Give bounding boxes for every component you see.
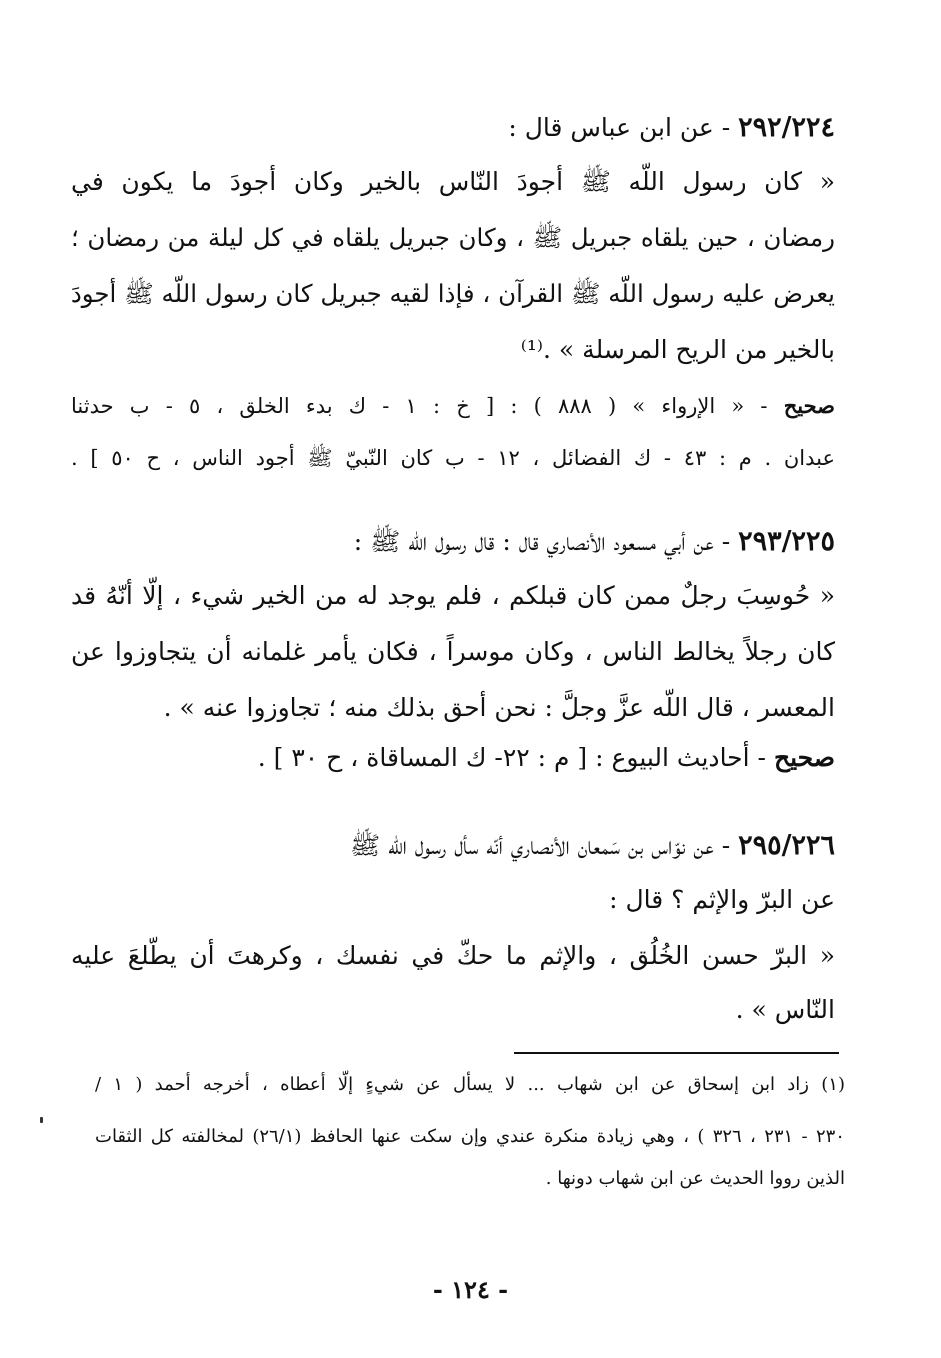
hadith-225-text-line-3: المعسر ، قال اللّه عزَّ وجلَّ : نحن أحق بذلك منه ؛ تجاوزوا عنه » . [163,693,835,722]
hadith-224-text-line-1: « كان رسول اللّه ﷺ أجودَ النّاس بالخير وكان أجودَ ما يكون في [71,167,835,196]
hadith-225-takhrij-1: - أحاديث البيوع : [ م : ٢٢- ك المساقاة ، ح ٣٠ ] . [257,743,774,772]
footnote-line-3: الذين رووا الحديث عن ابن شهاب دونها . [545,1168,845,1189]
hadith-225-intro: - عن أبي مسعود الأنصاري قال : قال رسول اللّه ﷺ : [353,527,739,556]
scan-speck [40,1117,43,1123]
hadith-226-number: ٢٩٥/٢٢٦ [738,830,835,861]
hadith-225-grade: صحيح [773,743,835,772]
footnote-line-2: ٢٣٠ - ٢٣١ ، ٣٢٦ ) ، وهي زيادة منكرة عندي وإن سكت عنها الحافظ (٢٦/١) لمخالفته كل الثقات [95,1126,845,1147]
footnote-separator [514,1052,839,1054]
hadith-224-takhrij-line-1 [71,386,835,426]
hadith-224-text-line-2: رمضان ، حين يلقاه جبريل ﷺ ، وكان جبريل يلقاه في كل ليلة من رمضان ؛ [71,223,835,252]
hadith-224-takhrij-1: - « الإرواء » ( ٨٨٨ ) : [ خ : ١ - ك بدء الخلق ، ٥ - ب حدثنا [71,394,784,418]
hadith-226-heading-line-2: عن البرّ والإثم ؟ قال : [609,885,835,914]
hadith-226-intro: - عن نوّاس بن سَمعان الأنصاري أنّه سأل رسول اللّه ﷺ [349,831,739,860]
hadith-224-intro: - عن ابن عباس قال : [508,113,739,142]
hadith-224-takhrij-line-2: عبدان . م : ٤٣ - ك الفضائل ، ١٢ - ب كان النّبيّ ﷺ أجود الناس ، ح ٥٠ ] . [71,446,835,470]
hadith-224-text-line-4: بالخير من الريح المرسلة » .⁽¹⁾ [520,335,835,364]
hadith-225-text-line-1: « حُوسِبَ رجلٌ ممن كان قبلكم ، فلم يوجد له من الخير شيء ، إلّا أنّهُ قد [71,581,835,610]
footnote-line-1: (١) زاد ابن إسحاق عن ابن شهاب ... لا يسأل عن شيءٍ إلّا أعطاه ، أخرجه أحمد ( ١ / [95,1074,845,1095]
page-number: - ١٢٤ - [432,1275,509,1304]
hadith-225-heading [71,522,835,562]
hadith-224-text-line-3: يعرض عليه رسول اللّه ﷺ القرآن ، فإذا لقيه جبريل كان رسول اللّه ﷺ أجودَ [70,279,835,308]
hadith-226-text-line-1: « البرّ حسن الخُلُق ، والإثم ما حكّ في نفسك ، وكرهتَ أن يطّلعَ عليه [71,941,835,970]
hadith-224-grade: صحيح [783,393,835,418]
hadith-225-number: ٢٩٣/٢٢٥ [738,526,835,557]
hadith-226-heading [71,826,835,866]
hadith-224-heading [71,108,835,148]
hadith-225-takhrij-line-1 [71,738,835,778]
hadith-224-number: ٢٩٢/٢٢٤ [738,112,835,143]
hadith-226-text-line-2: النّاس » . [735,995,835,1024]
hadith-225-text-line-2: كان رجلاً يخالط الناس ، وكان موسراً ، فكان يأمر غلمانه أن يتجاوزوا عن [71,637,835,666]
